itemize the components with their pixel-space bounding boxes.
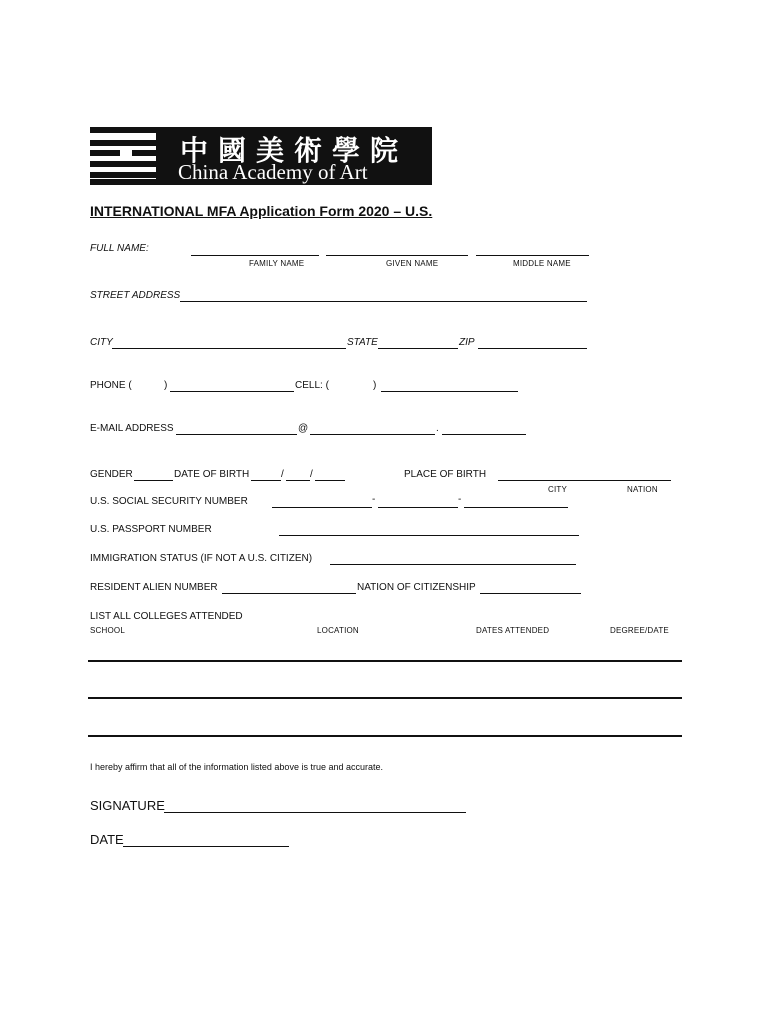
cell-label: CELL: ( [295,380,329,391]
pob-city-caption: CITY [548,485,568,494]
full-name-label: FULL NAME: [90,243,149,254]
ssn-label: U.S. SOCIAL SECURITY NUMBER [90,496,248,507]
middle-name-caption: MIDDLE NAME [513,259,571,268]
dob-day-field[interactable] [286,480,310,481]
cell-field[interactable] [381,391,518,392]
phone-field[interactable] [170,391,294,392]
passport-label: U.S. PASSPORT NUMBER [90,524,212,535]
date-field[interactable] [123,846,289,847]
resident-alien-field[interactable] [222,593,356,594]
passport-field[interactable] [279,535,579,536]
dob-separator-2: / [310,469,313,480]
signature-field[interactable] [164,812,466,813]
dob-month-field[interactable] [251,480,281,481]
column-school: SCHOOL [90,626,125,635]
cell-paren-close: ) [373,380,377,391]
email-at-sign: @ [298,423,309,434]
logo-chinese-text: 中國美術學院 [180,134,409,167]
college-entry-line-2[interactable] [88,697,682,699]
street-address-label: STREET ADDRESS [90,290,181,301]
given-name-field[interactable] [326,255,468,256]
immigration-status-field[interactable] [330,564,576,565]
email-user-field[interactable] [176,434,297,435]
college-entry-line-1[interactable] [88,660,682,662]
ssn-part3-field[interactable] [464,507,568,508]
phone-paren-close: ) [164,380,168,391]
email-label: E-MAIL ADDRESS [90,423,174,434]
gender-label: GENDER [90,469,133,480]
ssn-part1-field[interactable] [272,507,372,508]
gender-field[interactable] [134,480,173,481]
ssn-dash-2: - [458,494,462,505]
zip-label: ZIP [459,337,475,348]
china-academy-logo [90,127,432,185]
family-name-caption: FAMILY NAME [249,259,305,268]
city-label: CITY [90,337,113,348]
nation-of-citizenship-field[interactable] [480,593,581,594]
nation-of-citizenship-label: NATION OF CITIZENSHIP [357,582,476,593]
logo-emblem-icon [90,127,156,185]
pob-nation-caption: NATION [627,485,658,494]
ssn-dash-1: - [372,494,376,505]
logo-english-text: China Academy of Art [178,160,368,184]
place-of-birth-label: PLACE OF BIRTH [404,469,487,480]
email-dot: . [436,423,439,434]
email-domain-field[interactable] [310,434,435,435]
date-label: DATE [90,832,124,847]
dob-year-field[interactable] [315,480,345,481]
colleges-heading: LIST ALL COLLEGES ATTENDED [90,611,243,622]
column-location: LOCATION [317,626,359,635]
college-entry-line-3[interactable] [88,735,682,737]
phone-label: PHONE ( [90,380,132,391]
family-name-field[interactable] [191,255,319,256]
signature-label: SIGNATURE [90,798,165,813]
resident-alien-label: RESIDENT ALIEN NUMBER [90,582,218,593]
state-label: STATE [347,337,378,348]
dob-label: DATE OF BIRTH [174,469,250,480]
column-degree-date: DEGREE/DATE [610,626,669,635]
affirmation-text: I hereby affirm that all of the information listed above is true and accurate. [90,762,383,772]
given-name-caption: GIVEN NAME [386,259,439,268]
form-title: INTERNATIONAL MFA Application Form 2020 – U.S. [90,203,433,219]
email-tld-field[interactable] [442,434,526,435]
state-field[interactable] [378,348,458,349]
dob-separator-1: / [281,469,284,480]
middle-name-field[interactable] [476,255,589,256]
column-dates-attended: DATES ATTENDED [476,626,550,635]
immigration-status-label: IMMIGRATION STATUS (IF NOT A U.S. CITIZEN) [90,553,313,564]
zip-field[interactable] [478,348,587,349]
city-field[interactable] [112,348,346,349]
place-of-birth-field[interactable] [498,480,671,481]
ssn-part2-field[interactable] [378,507,458,508]
street-address-field[interactable] [180,301,587,302]
